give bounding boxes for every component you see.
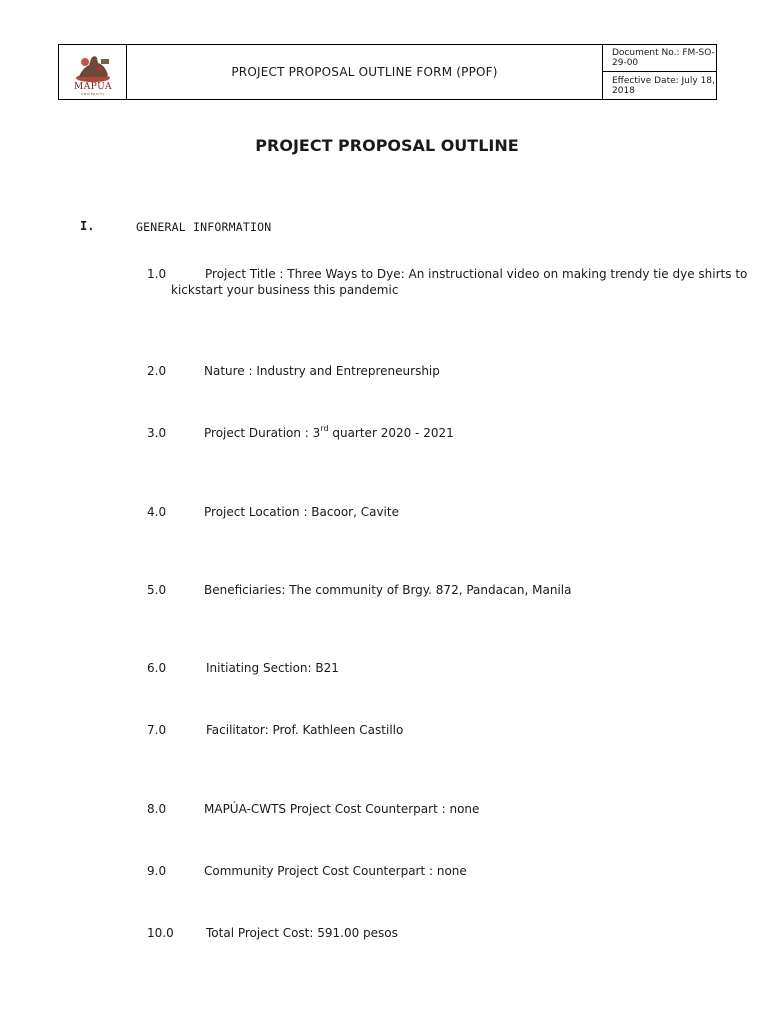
item-text: Beneficiaries: The community of Brgy. 872, Pandacan, Manila [204, 583, 572, 597]
logo-cell [59, 45, 127, 99]
page-title: PROJECT PROPOSAL OUTLINE [255, 136, 519, 155]
item-number: 4.0 [147, 505, 167, 519]
item-number: 8.0 [147, 802, 167, 816]
item-number: 9.0 [147, 864, 167, 878]
mapua-logo-icon [71, 51, 115, 83]
item-text: Project Location : Bacoor, Cavite [204, 505, 399, 519]
effective-date: Effective Date: July 18, 2018 [612, 75, 715, 96]
document-number: Document No.: FM-SO-29-00 [603, 45, 716, 72]
item-text: Community Project Cost Counterpart : none [204, 864, 467, 878]
item-text-continuation: kickstart your business this pandemic [171, 283, 399, 297]
item-number: 3.0 [147, 426, 167, 440]
item-text: Nature : Industry and Entrepreneurship [204, 364, 440, 378]
item-number: 7.0 [147, 723, 167, 737]
item-number: 10.0 [147, 926, 174, 940]
form-title: PROJECT PROPOSAL OUTLINE FORM (PPOF) [127, 45, 603, 99]
item-text: MAPÚA-CWTS Project Cost Counterpart : none [204, 802, 480, 816]
item-number: 6.0 [147, 661, 167, 675]
item-text-before: Project Duration : 3 [204, 426, 321, 440]
item-text-after: quarter 2020 - 2021 [328, 426, 454, 440]
logo-text: MAPÚA [74, 82, 112, 92]
item-text [204, 426, 454, 440]
item-text: Total Project Cost: 591.00 pesos [206, 926, 398, 940]
section-title: GENERAL INFORMATION [136, 220, 272, 234]
item-text: Facilitator: Prof. Kathleen Castillo [206, 723, 404, 737]
document-meta [603, 45, 716, 99]
logo-subtext: UNIVERSITY [81, 92, 105, 96]
item-number: 5.0 [147, 583, 167, 597]
item-text: Project Title : Three Ways to Dye: An instructional video on making trendy tie dye shirts to [205, 267, 748, 281]
item-number: 2.0 [147, 364, 167, 378]
document-header [58, 44, 717, 100]
item-number: 1.0 [147, 267, 167, 281]
item-text: Initiating Section: B21 [206, 661, 339, 675]
ordinal-suffix: rd [320, 424, 329, 433]
section-number: I. [80, 219, 95, 233]
